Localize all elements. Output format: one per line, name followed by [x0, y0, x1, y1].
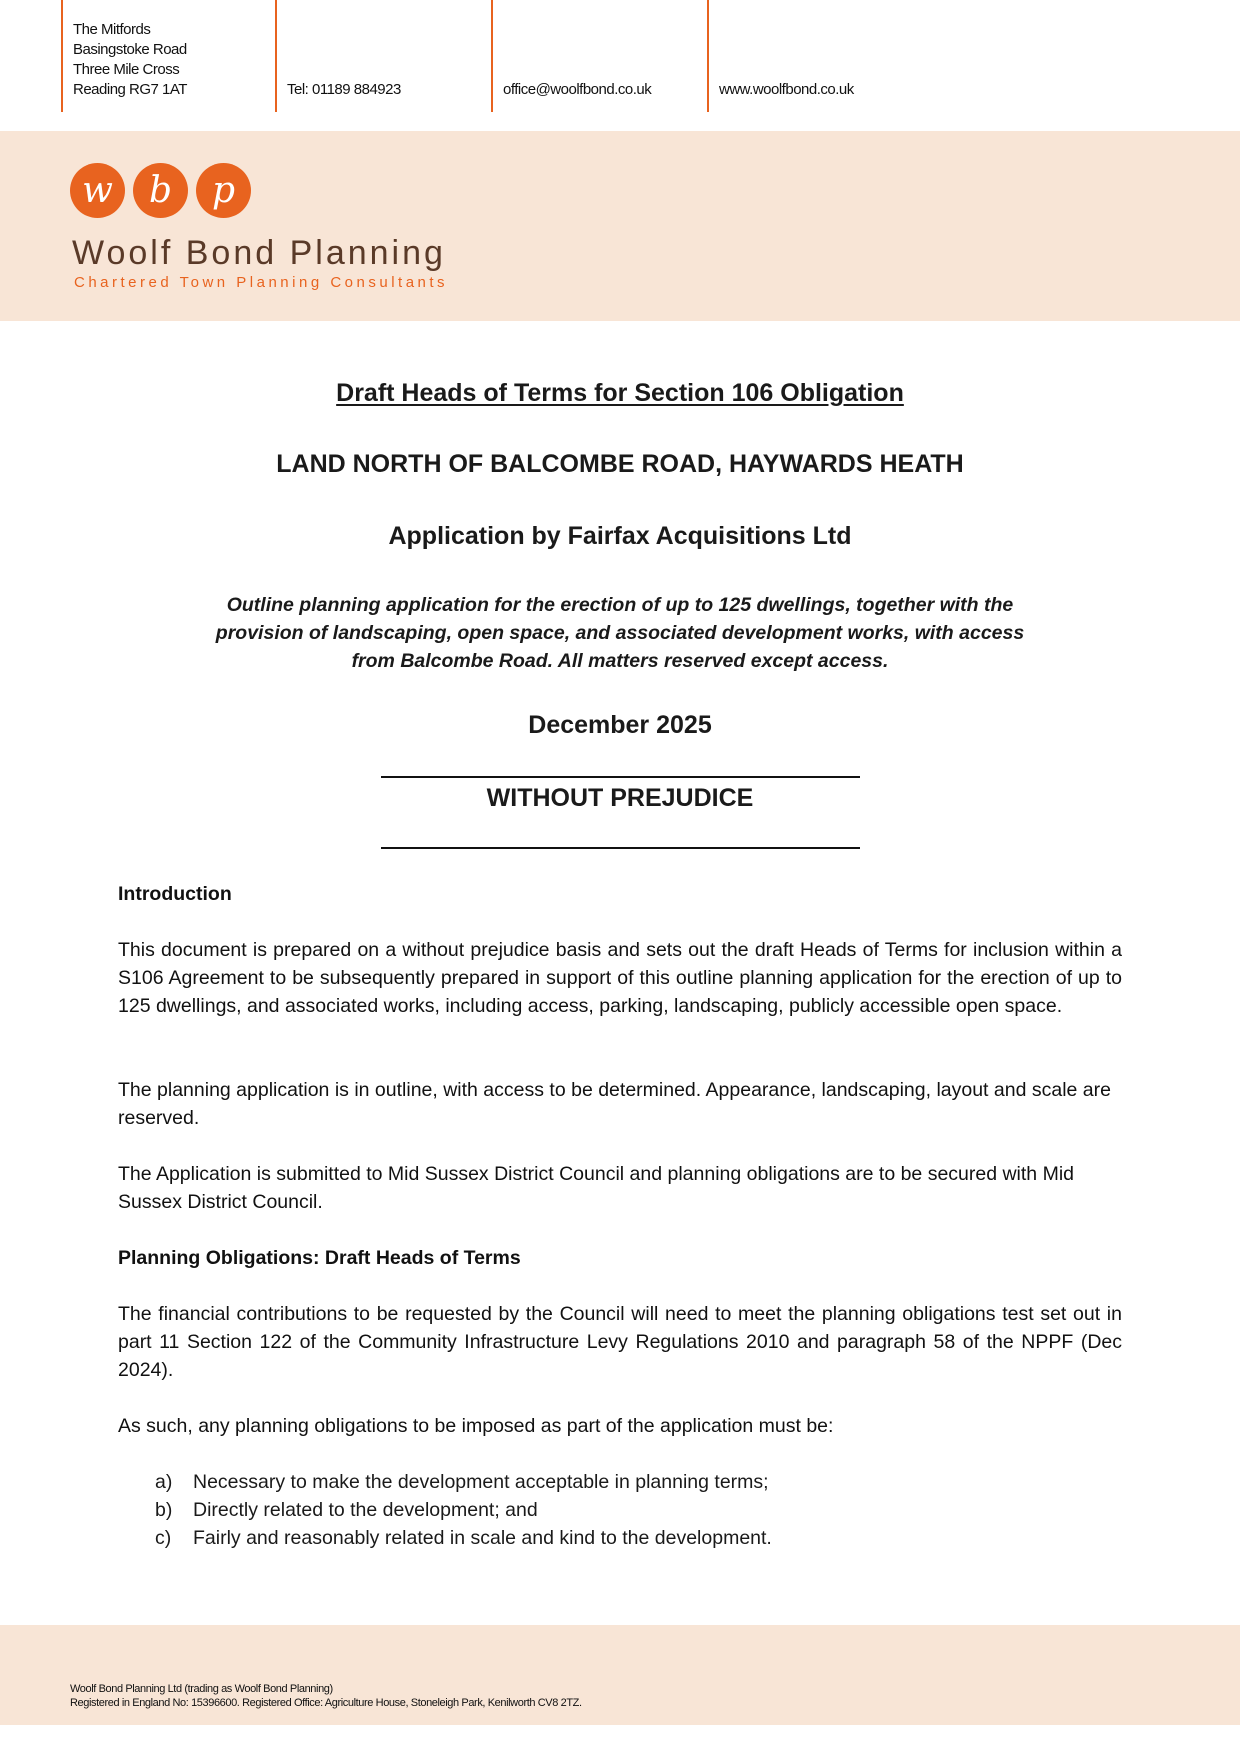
address-line: Three Mile Cross	[73, 61, 180, 78]
website-block	[707, 0, 967, 112]
address-line: Basingstoke Road	[73, 41, 187, 58]
phone-block	[275, 0, 491, 112]
footer	[0, 1625, 1240, 1725]
company-name: Woolf Bond Planning	[72, 234, 446, 272]
phone-number: Tel: 01189 884923	[287, 81, 401, 98]
section-heading-introduction: Introduction	[118, 883, 232, 905]
footer-text	[70, 1682, 582, 1710]
company-tagline: Chartered Town Planning Consultants	[74, 274, 449, 291]
list-item	[155, 1468, 1055, 1496]
email-block	[491, 0, 707, 112]
list-marker: c)	[155, 1527, 172, 1549]
applicant: Application by Fairfax Acquisitions Ltd	[388, 522, 852, 550]
paragraph: The Application is submitted to Mid Sussex District Council and planning obligations are to be secured with Mid Sussex District Council.	[118, 1163, 1074, 1213]
address-line: The Mitfords	[73, 21, 151, 38]
list-item	[155, 1496, 1055, 1524]
logo-letter-w: w	[70, 163, 125, 218]
list-item	[155, 1524, 1055, 1552]
list-item-text: Directly related to the development; and	[193, 1499, 538, 1521]
list-marker: b)	[155, 1499, 173, 1521]
paragraph: This document is prepared on a without prejudice basis and sets out the draft Heads of Terms for inclusion within a S106 Agreement to be subsequently prepared in support of this outline planning application for the erection of up to 125 dwellings, and associated works, including access, parking, landscaping, publicly accessible open space.	[118, 939, 1122, 1017]
list-marker: a)	[155, 1471, 173, 1493]
divider	[381, 847, 860, 849]
divider	[381, 776, 860, 778]
prejudice-status: WITHOUT PREJUDICE	[486, 784, 754, 812]
logo-band	[0, 131, 1240, 321]
list-item-text: Necessary to make the development acceptable in planning terms;	[193, 1471, 769, 1493]
site-name: LAND NORTH OF BALCOMBE ROAD, HAYWARDS HEATH	[276, 450, 964, 478]
logo-letter-p: p	[196, 163, 251, 218]
paragraph: As such, any planning obligations to be imposed as part of the application must be:	[118, 1415, 834, 1437]
website-link[interactable]: www.woolfbond.co.uk	[719, 81, 854, 98]
address-block	[61, 0, 275, 112]
footer-registration-line: Registered in England No: 15396600. Registered Office: Agriculture House, Stoneleigh Park, Kenilworth CV8 2TZ.	[70, 1697, 582, 1709]
logo-letter-b: b	[133, 163, 188, 218]
footer-company-line: Woolf Bond Planning Ltd (trading as Woolf Bond Planning)	[70, 1683, 333, 1695]
list-item-text: Fairly and reasonably related in scale and kind to the development.	[193, 1527, 772, 1549]
contact-bar	[0, 0, 1240, 112]
address-line: Reading RG7 1AT	[73, 81, 187, 98]
document-date: December 2025	[528, 711, 712, 739]
paragraph: The planning application is in outline, with access to be determined. Appearance, landscaping, layout and scale are reserved.	[118, 1079, 1111, 1129]
paragraph: The financial contributions to be requested by the Council will need to meet the planning obligations test set out in part 11 Section 122 of the Community Infrastructure Levy Regulations 2010 and paragraph 58 of the NPPF (Dec 2024).	[118, 1303, 1122, 1381]
criteria-list	[155, 1468, 1055, 1552]
email-address[interactable]: office@woolfbond.co.uk	[503, 81, 652, 98]
application-description: Outline planning application for the erection of up to 125 dwellings, together with the provision of landscaping, open space, and associated development works, with access from Balcombe Road. All matters reserved except access.	[215, 594, 1025, 672]
document-title: Draft Heads of Terms for Section 106 Obligation	[336, 379, 904, 407]
section-heading-obligations: Planning Obligations: Draft Heads of Terms	[118, 1247, 521, 1269]
